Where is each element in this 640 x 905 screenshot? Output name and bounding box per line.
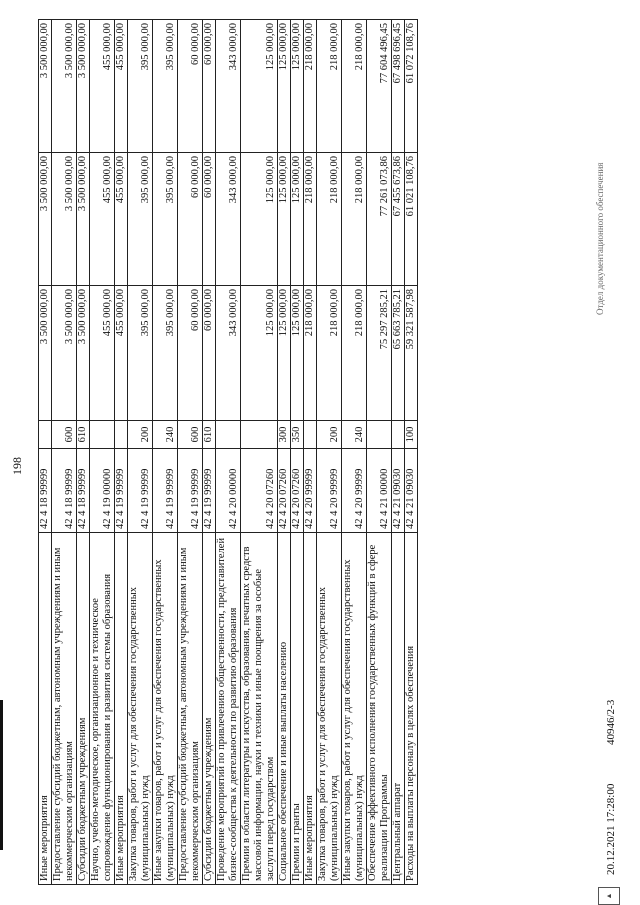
row-value-3: 218 000,00 [317,20,342,153]
row-value-3: 455 000,00 [115,20,128,153]
row-value-2: 60 000,00 [178,153,203,286]
row-value-3: 125 000,00 [278,20,291,153]
row-name: Премии в области литературы и искусства, образования, печатных средств массовой информации, науки и техники и иные поощрения за особые заслуги перед государством [241,533,278,885]
row-vr [367,421,392,449]
row-value-3: 61 072 108,76 [405,20,418,153]
row-code: 42 4 20 00000 [216,449,241,533]
row-value-3: 3 500 000,00 [52,20,77,153]
budget-table [38,19,418,885]
row-name: Предоставление субсидий бюджетным, автономным учреждениям и иным некоммерческим организациям [52,533,77,885]
row-name: Обеспечение эффективного исполнения государственных функций в сфере реализации Программы [367,533,392,885]
row-name: Расходы на выплаты персоналу в целях обеспечения [405,533,418,885]
row-value-1: 65 663 785,21 [392,286,405,421]
row-code: 42 4 21 09030 [405,449,418,533]
row-value-1: 3 500 000,00 [39,286,52,421]
row-vr [90,421,115,449]
row-code: 42 4 21 09030 [392,449,405,533]
row-value-1: 3 500 000,00 [52,286,77,421]
row-value-3: 77 604 496,45 [367,20,392,153]
row-value-3: 218 000,00 [304,20,317,153]
table-row [115,20,128,885]
row-value-1: 218 000,00 [342,286,367,421]
row-code: 42 4 19 00000 [90,449,115,533]
row-value-3: 60 000,00 [203,20,216,153]
table-row [39,20,52,885]
row-name: Предоставление субсидий бюджетным, автономным учреждениям и иным некоммерческим организациям [178,533,203,885]
table-row [405,20,418,885]
row-vr: 300 [278,421,291,449]
table-row [128,20,153,885]
table-row [90,20,115,885]
row-vr [241,421,278,449]
row-value-1: 218 000,00 [317,286,342,421]
row-code: 42 4 20 07260 [278,449,291,533]
row-name: Центральный аппарат [392,533,405,885]
footer-datetime: 20.12.2021 17:28:00 [605,783,617,875]
row-vr [115,421,128,449]
budget-table-body [39,20,418,885]
table-row [77,20,90,885]
table-row [278,20,291,885]
row-code: 42 4 20 99999 [342,449,367,533]
row-value-2: 218 000,00 [304,153,317,286]
row-vr: 200 [317,421,342,449]
row-name: Иные закупки товаров, работ и услуг для обеспечения государственных (муниципальных) нужд [153,533,178,885]
row-value-3: 3 500 000,00 [77,20,90,153]
row-value-3: 395 000,00 [153,20,178,153]
row-value-1: 59 321 587,98 [405,286,418,421]
row-vr [216,421,241,449]
row-value-1: 60 000,00 [203,286,216,421]
department-stamp: Отдел документационного обеспечения [595,162,605,315]
row-value-1: 75 297 285,21 [367,286,392,421]
row-value-2: 455 000,00 [115,153,128,286]
scan-edge-mark [0,700,3,850]
row-name: Субсидии бюджетным учреждениям [203,533,216,885]
row-value-1: 125 000,00 [291,286,304,421]
row-code: 42 4 18 99999 [52,449,77,533]
row-vr [304,421,317,449]
row-value-1: 455 000,00 [115,286,128,421]
row-vr: 600 [178,421,203,449]
row-value-3: 218 000,00 [342,20,367,153]
table-row [367,20,392,885]
row-code: 42 4 19 99999 [178,449,203,533]
row-value-1: 125 000,00 [241,286,278,421]
row-value-3: 395 000,00 [128,20,153,153]
table-row [291,20,304,885]
row-vr [392,421,405,449]
row-value-2: 3 500 000,00 [39,153,52,286]
row-vr: 100 [405,421,418,449]
row-code: 42 4 19 99999 [128,449,153,533]
table-row [52,20,77,885]
row-value-1: 125 000,00 [278,286,291,421]
row-vr: 600 [52,421,77,449]
row-value-1: 395 000,00 [153,286,178,421]
row-name: Социальное обеспечение и иные выплаты населению [278,533,291,885]
row-name: Проведение мероприятий по привлечению общественности, представителей бизнес-сообщества к деятельности по развитию образования [216,533,241,885]
row-vr: 240 [342,421,367,449]
row-code: 42 4 20 07260 [291,449,304,533]
row-value-2: 218 000,00 [342,153,367,286]
row-value-3: 67 498 696,45 [392,20,405,153]
row-vr: 610 [203,421,216,449]
row-value-2: 77 261 073,86 [367,153,392,286]
row-code: 42 4 21 00000 [367,449,392,533]
row-code: 42 4 18 99999 [39,449,52,533]
row-value-2: 67 455 673,86 [392,153,405,286]
row-value-2: 343 000,00 [216,153,241,286]
row-value-2: 125 000,00 [241,153,278,286]
row-code: 42 4 20 99999 [317,449,342,533]
row-name: Иные мероприятия [115,533,128,885]
row-name: Иные мероприятия [304,533,317,885]
row-code: 42 4 19 99999 [203,449,216,533]
row-name: Иные закупки товаров, работ и услуг для обеспечения государственных (муниципальных) нужд [342,533,367,885]
row-name: Закупка товаров, работ и услуг для обеспечения государственных (муниципальных) нужд [128,533,153,885]
row-name: Иные мероприятия [39,533,52,885]
row-value-1: 60 000,00 [178,286,203,421]
row-value-3: 125 000,00 [291,20,304,153]
table-row [203,20,216,885]
row-value-1: 455 000,00 [90,286,115,421]
row-name: Субсидии бюджетным учреждениям [77,533,90,885]
table-row [153,20,178,885]
logo-icon: ▲ [598,887,620,905]
row-value-3: 455 000,00 [90,20,115,153]
row-value-3: 60 000,00 [178,20,203,153]
page-number: 198 [10,457,24,475]
row-vr: 350 [291,421,304,449]
row-name: Премии и гранты [291,533,304,885]
row-vr: 610 [77,421,90,449]
row-value-2: 60 000,00 [203,153,216,286]
table-row [304,20,317,885]
row-value-2: 395 000,00 [153,153,178,286]
row-value-2: 61 021 108,76 [405,153,418,286]
table-row [342,20,367,885]
table-row [317,20,342,885]
row-value-1: 343 000,00 [216,286,241,421]
row-value-3: 125 000,00 [241,20,278,153]
row-value-2: 125 000,00 [291,153,304,286]
table-row [392,20,405,885]
row-vr: 240 [153,421,178,449]
row-value-1: 3 500 000,00 [77,286,90,421]
row-name: Научно, учебно-методическое, организационное и техническое сопровождение функционирования и развития системы образования [90,533,115,885]
table-row [216,20,241,885]
row-value-2: 455 000,00 [90,153,115,286]
row-code: 42 4 20 07260 [241,449,278,533]
table-row [178,20,203,885]
row-value-3: 343 000,00 [216,20,241,153]
row-value-2: 218 000,00 [317,153,342,286]
row-code: 42 4 19 99999 [115,449,128,533]
row-vr: 200 [128,421,153,449]
row-name: Закупка товаров, работ и услуг для обеспечения государственных (муниципальных) нужд [317,533,342,885]
row-value-2: 125 000,00 [278,153,291,286]
row-vr [39,421,52,449]
row-value-1: 218 000,00 [304,286,317,421]
row-code: 42 4 20 99999 [304,449,317,533]
row-value-1: 395 000,00 [128,286,153,421]
row-value-2: 3 500 000,00 [77,153,90,286]
footer-doc-id: 40946/2-3 [605,699,617,745]
row-code: 42 4 19 99999 [153,449,178,533]
table-row [241,20,278,885]
row-value-3: 3 500 000,00 [39,20,52,153]
row-value-2: 3 500 000,00 [52,153,77,286]
row-code: 42 4 18 99999 [77,449,90,533]
row-value-2: 395 000,00 [128,153,153,286]
